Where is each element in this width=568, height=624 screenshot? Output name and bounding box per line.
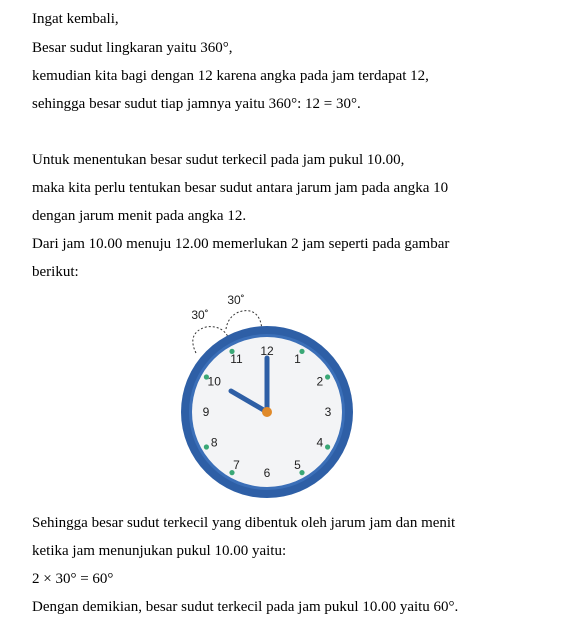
clock-number-9: 9 <box>202 405 210 419</box>
clock-illustration <box>170 285 365 505</box>
text-line: Besar sudut lingkaran yaitu 360°, <box>32 40 233 56</box>
text-line: Dari jam 10.00 menuju 12.00 memerlukan 2 jam seperti pada gambar <box>32 236 450 252</box>
text-line: kemudian kita bagi dengan 12 karena angka pada jam terdapat 12, <box>32 68 429 84</box>
clock-number-3: 3 <box>324 405 332 419</box>
hour-marker-dot <box>325 444 330 449</box>
clock-number-8: 8 <box>210 435 218 450</box>
text-line: dengan jarum menit pada angka 12. <box>32 208 247 224</box>
math-equation: 2 × 30° = 60° <box>32 571 114 587</box>
text-line: Ingat kembali, <box>32 11 119 27</box>
clock-number-5: 5 <box>294 457 301 472</box>
clock-number-7: 7 <box>233 457 240 472</box>
clock-center <box>262 407 272 417</box>
clock-number-4: 4 <box>316 435 324 450</box>
text-line: berikut: <box>32 264 79 280</box>
clock-number-1: 1 <box>294 352 301 367</box>
angle-label-1: 30˚ <box>191 308 209 322</box>
text-line: maka kita perlu tentukan besar sudut antara jarum jam pada angka 10 <box>32 180 449 196</box>
text-line: sehingga besar sudut tiap jamnya yaitu 360°: 12 = 30°. <box>32 96 361 112</box>
clock-number-12: 12 <box>260 344 274 358</box>
text-line: Untuk menentukan besar sudut terkecil pada jam pukul 10.00, <box>32 152 405 168</box>
text-line: Dengan demikian, besar sudut terkecil pada jam pukul 10.00 yaitu 60°. <box>32 599 459 615</box>
hour-marker-dot <box>325 374 330 379</box>
clock-number-6: 6 <box>263 466 271 480</box>
hour-marker-dot <box>204 444 209 449</box>
clock-number-11: 11 <box>230 352 243 367</box>
text-line: ketika jam menunjukan pukul 10.00 yaitu: <box>32 543 287 559</box>
clock-number-10: 10 <box>207 374 221 389</box>
text-line: Sehingga besar sudut terkecil yang dibentuk oleh jarum jam dan menit <box>32 515 456 531</box>
clock-number-2: 2 <box>316 374 324 389</box>
angle-label-2: 30˚ <box>227 293 245 307</box>
